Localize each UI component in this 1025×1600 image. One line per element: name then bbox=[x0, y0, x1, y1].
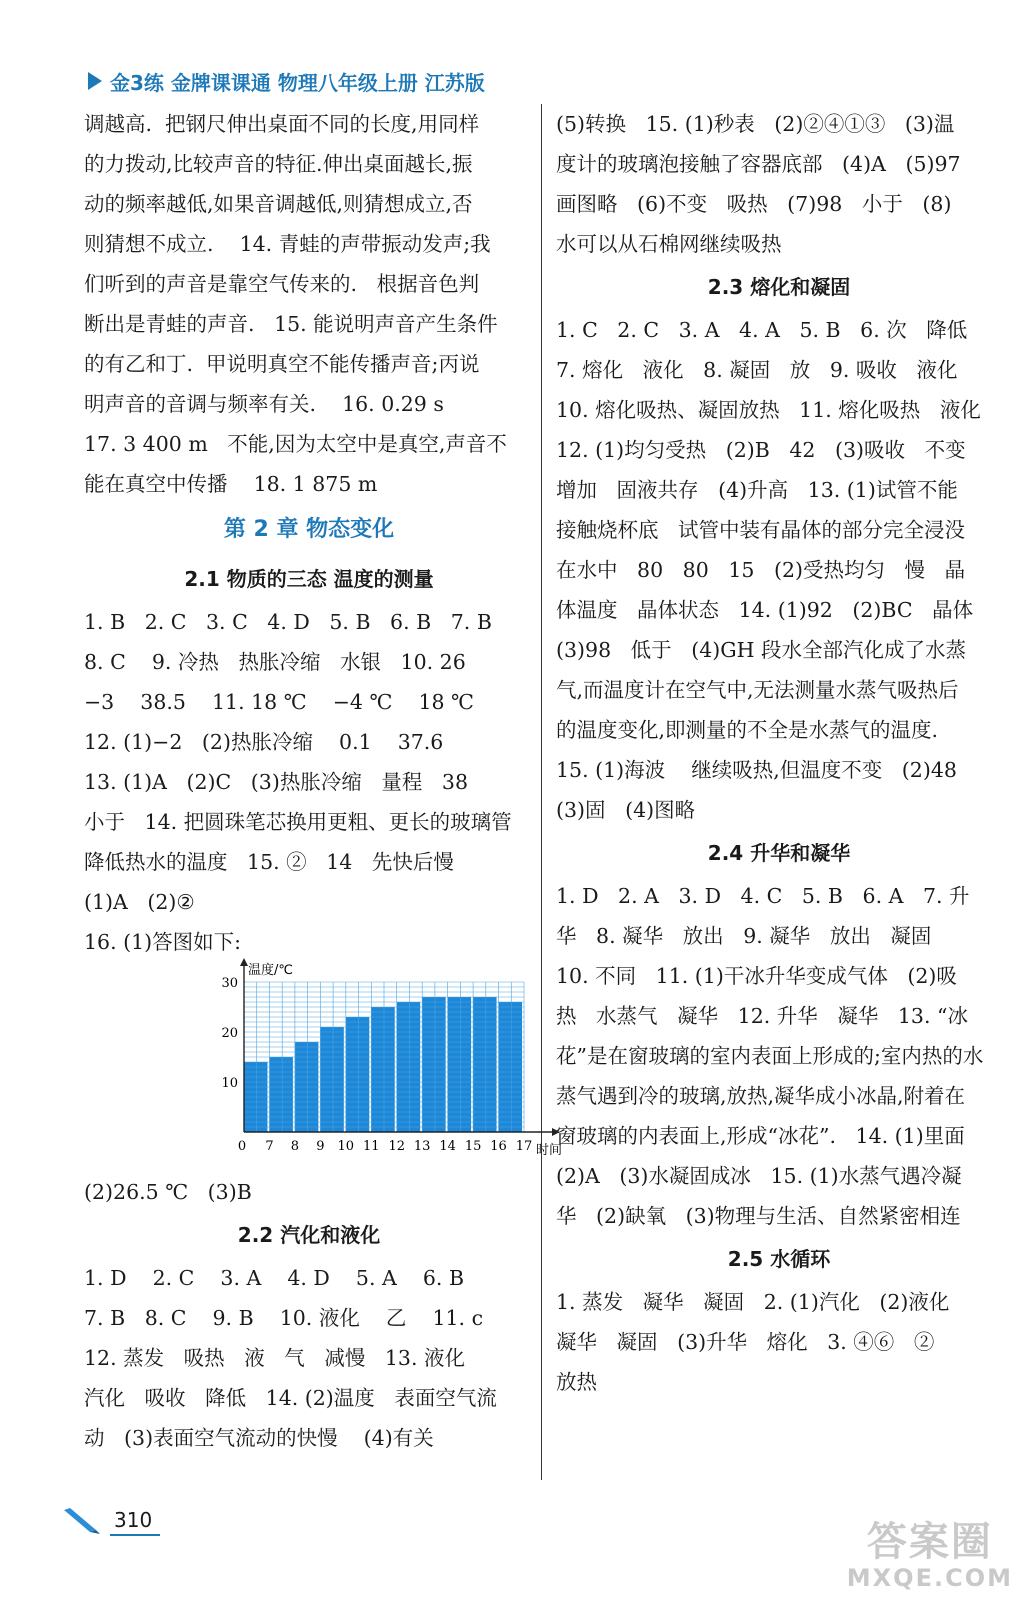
chart-x-tick-label: 12 bbox=[388, 1139, 406, 1154]
chart-bar bbox=[371, 1007, 394, 1132]
sec24-answer-line: 窗玻璃的内表面上,形成“冰花”. 14. (1)里面 bbox=[556, 1124, 965, 1148]
header-title: 金3练 金牌课课通 物理八年级上册 江苏版 bbox=[110, 70, 485, 95]
sec21-answer-line: 13. (1)A (2)C (3)热胀冷缩 量程 38 bbox=[84, 770, 469, 794]
left-answers-ch1 bbox=[84, 104, 534, 504]
chart-x-tick-label: 9 bbox=[316, 1139, 325, 1154]
sec24-answer-line: 华 (2)缺氧 (3)物理与生活、自然紧密相连 bbox=[556, 1204, 961, 1228]
sec23-answer-line: (3)固 (4)图略 bbox=[556, 798, 696, 822]
chart-y-axis-label: 温度/℃ bbox=[248, 963, 293, 978]
section-title-2-5: 2.5 水循环 bbox=[727, 1247, 831, 1271]
sec22-answer-line: 汽化 吸收 降低 14. (2)温度 表面空气流 bbox=[84, 1386, 497, 1410]
sec21-answer-line: (2)26.5 ℃ (3)B bbox=[84, 1180, 252, 1204]
watermark-line1: 答案圈 bbox=[866, 1519, 993, 1565]
chart-y-tick-label: 10 bbox=[221, 1076, 238, 1091]
ch1-answer-line: 动的频率越低,如果音调越低,则猜想成立,否 bbox=[84, 192, 473, 216]
left-column bbox=[84, 104, 563, 1458]
sec23-answer-line: 增加 固液共存 (4)升高 13. (1)试管不能 bbox=[556, 478, 958, 502]
ch1-answer-line: 断出是青蛙的声音. 15. 能说明声音产生条件 bbox=[84, 312, 498, 336]
chart-origin-label: 0 bbox=[237, 1139, 247, 1154]
ch1-answer-line: 的有乙和丁. 甲说明真空不能传播声音;丙说 bbox=[84, 352, 480, 376]
chapter-title: 第 2 章 物态变化 bbox=[223, 517, 395, 542]
chart-x-tick-label: 8 bbox=[290, 1139, 300, 1154]
chart-bar bbox=[320, 1027, 343, 1132]
sec23-answer-line: 1. C 2. C 3. A 4. A 5. B 6. 次 降低 bbox=[556, 318, 968, 342]
sec23-answer-line: 体温度 晶体状态 14. (1)92 (2)BC 晶体 bbox=[556, 598, 974, 622]
chart-x-tick-label: 15 bbox=[464, 1139, 482, 1154]
chart-x-tick-label: 7 bbox=[265, 1139, 274, 1154]
sec24-answer-line: 热 水蒸气 凝华 12. 升华 凝华 13. “冰 bbox=[556, 1004, 968, 1028]
pen-icon bbox=[60, 1506, 106, 1536]
sec21-answer-line: 小于 14. 把圆珠笔芯换用更粗、更长的玻璃管 bbox=[84, 810, 512, 834]
sec21-answer-line: 12. (1)−2 (2)热胀冷缩 0.1 37.6 bbox=[84, 730, 444, 754]
chart-svg bbox=[184, 962, 563, 1172]
ch1-answer-line: 明声音的音调与频率有关. 16. 0.29 s bbox=[84, 392, 444, 416]
sec23-answer-line: 的温度变化,即测量的不全是水蒸气的温度. bbox=[556, 718, 939, 742]
answers-2-5 bbox=[556, 1282, 1002, 1402]
sec25-answer-line: 1. 蒸发 凝华 凝固 2. (1)汽化 (2)液化 bbox=[556, 1290, 950, 1314]
answers-2-4 bbox=[556, 876, 1002, 1236]
section-title-2-2: 2.2 汽化和液化 bbox=[237, 1223, 381, 1247]
sec24-answer-line: 1. D 2. A 3. D 4. C 5. B 6. A 7. 升 bbox=[556, 884, 970, 908]
sec21-answer-line: 16. (1)答图如下: bbox=[84, 930, 242, 954]
sec23-answer-line: 接触烧杯底 试管中装有晶体的部分完全浸没 bbox=[556, 518, 966, 542]
sec23-answer-line: 7. 熔化 液化 8. 凝固 放 9. 吸收 液化 bbox=[556, 358, 958, 382]
chart-x-axis-label: 时间 bbox=[536, 1143, 563, 1158]
sec23-answer-line: 10. 熔化吸热、凝固放热 11. 熔化吸热 液化 bbox=[556, 398, 981, 422]
header-arrow-icon bbox=[88, 72, 102, 90]
page-number: 310 bbox=[110, 1508, 160, 1536]
temperature-chart bbox=[84, 962, 563, 1172]
sec25-answer-line: 放热 bbox=[556, 1370, 597, 1394]
sec22-answer-line: 7. B 8. C 9. B 10. 液化 乙 11. c bbox=[84, 1306, 484, 1330]
sec22-answer-line: 度计的玻璃泡接触了容器底部 (4)A (5)97 bbox=[556, 152, 961, 176]
sec23-answer-line: 15. (1)海波 继续吸热,但温度不变 (2)48 bbox=[556, 758, 957, 782]
sec23-answer-line: 12. (1)均匀受热 (2)B 42 (3)吸收 不变 bbox=[556, 438, 966, 462]
answers-2-3 bbox=[556, 310, 1002, 830]
sec23-answer-line: (3)98 低于 (4)GH 段水全部汽化成了水蒸 bbox=[556, 638, 967, 662]
section-title-2-1: 2.1 物质的三态 温度的测量 bbox=[184, 567, 434, 591]
watermark bbox=[847, 1520, 1013, 1592]
chart-bar bbox=[269, 1057, 292, 1132]
chart-bar bbox=[346, 1017, 369, 1132]
page-header bbox=[88, 64, 485, 98]
sec21-answer-line: −3 38.5 11. 18 ℃ −4 ℃ 18 ℃ bbox=[84, 690, 474, 714]
chart-x-tick-label: 13 bbox=[413, 1139, 431, 1154]
chart-x-tick-label: 16 bbox=[490, 1139, 507, 1154]
chart-x-tick-label: 17 bbox=[515, 1139, 533, 1154]
ch1-answer-line: 17. 3 400 m 不能,因为太空中是真空,声音不 bbox=[84, 432, 507, 456]
sec21-answer-line: 1. B 2. C 3. C 4. D 5. B 6. B 7. B bbox=[84, 610, 492, 634]
sec22-answer-line: 12. 蒸发 吸热 液 气 减慢 13. 液化 bbox=[84, 1346, 465, 1370]
sec24-answer-line: (2)A (3)水凝固成冰 15. (1)水蒸气遇冷凝 bbox=[556, 1164, 962, 1188]
sec24-answer-line: 花”是在窗玻璃的室内表面上形成的;室内热的水 bbox=[556, 1044, 984, 1068]
page-footer bbox=[60, 1506, 160, 1536]
sec25-answer-line: 凝华 凝固 (3)升华 熔化 3. ④⑥ ② bbox=[556, 1330, 935, 1354]
chart-y-tick-label: 30 bbox=[221, 976, 238, 991]
sec22-answer-line: 1. D 2. C 3. A 4. D 5. A 6. B bbox=[84, 1266, 465, 1290]
watermark-line2: MXQE.COM bbox=[846, 1564, 1013, 1592]
section-title-2-4: 2.4 升华和凝华 bbox=[707, 841, 851, 865]
answers-2-1-continued bbox=[84, 1172, 534, 1212]
chart-x-tick-label: 11 bbox=[362, 1139, 380, 1154]
sec22-answer-line: 动 (3)表面空气流动的快慢 (4)有关 bbox=[84, 1426, 434, 1450]
chart-x-tick-label: 14 bbox=[439, 1139, 456, 1154]
sec22-answer-line: (5)转换 15. (1)秒表 (2)②④①③ (3)温 bbox=[556, 112, 955, 136]
chart-y-tick-label: 20 bbox=[221, 1026, 238, 1041]
ch1-answer-line: 们听到的声音是靠空气传来的. 根据音色判 bbox=[84, 272, 480, 296]
chart-x-tick-label: 10 bbox=[337, 1139, 355, 1154]
ch1-answer-line: 能在真空中传播 18. 1 875 m bbox=[84, 472, 378, 496]
column-divider bbox=[541, 104, 542, 1480]
right-column bbox=[556, 104, 1002, 1402]
sec21-answer-line: 降低热水的温度 15. ② 14 先快后慢 bbox=[84, 850, 454, 874]
sec24-answer-line: 蒸气遇到冷的玻璃,放热,凝华成小冰晶,附着在 bbox=[556, 1084, 966, 1108]
sec22-answer-line: 画图略 (6)不变 吸热 (7)98 小于 (8) bbox=[556, 192, 952, 216]
ch1-answer-line: 的力拨动,比较声音的特征.伸出桌面越长,振 bbox=[84, 152, 473, 176]
answers-2-2 bbox=[84, 1258, 534, 1458]
ch1-answer-line: 调越高. 把钢尺伸出桌面不同的长度,用同样 bbox=[84, 112, 480, 136]
sec24-answer-line: 华 8. 凝华 放出 9. 凝华 放出 凝固 bbox=[556, 924, 932, 948]
sec23-answer-line: 气,而温度计在空气中,无法测量水蒸气吸热后 bbox=[556, 678, 959, 702]
sec24-answer-line: 10. 不同 11. (1)干冰升华变成气体 (2)吸 bbox=[556, 964, 957, 988]
sec23-answer-line: 在水中 80 80 15 (2)受热均匀 慢 晶 bbox=[556, 558, 966, 582]
sec22-answer-line: 水可以从石棉网继续吸热 bbox=[556, 232, 782, 256]
answers-2-1 bbox=[84, 602, 534, 962]
sec21-answer-line: 8. C 9. 冷热 热胀冷缩 水银 10. 26 bbox=[84, 650, 466, 674]
section-title-2-3: 2.3 熔化和凝固 bbox=[707, 275, 851, 299]
answers-2-2-continued bbox=[556, 104, 1002, 264]
ch1-answer-line: 则猜想不成立. 14. 青蛙的声带振动发声;我 bbox=[84, 232, 491, 256]
sec21-answer-line: (1)A (2)② bbox=[84, 890, 195, 914]
